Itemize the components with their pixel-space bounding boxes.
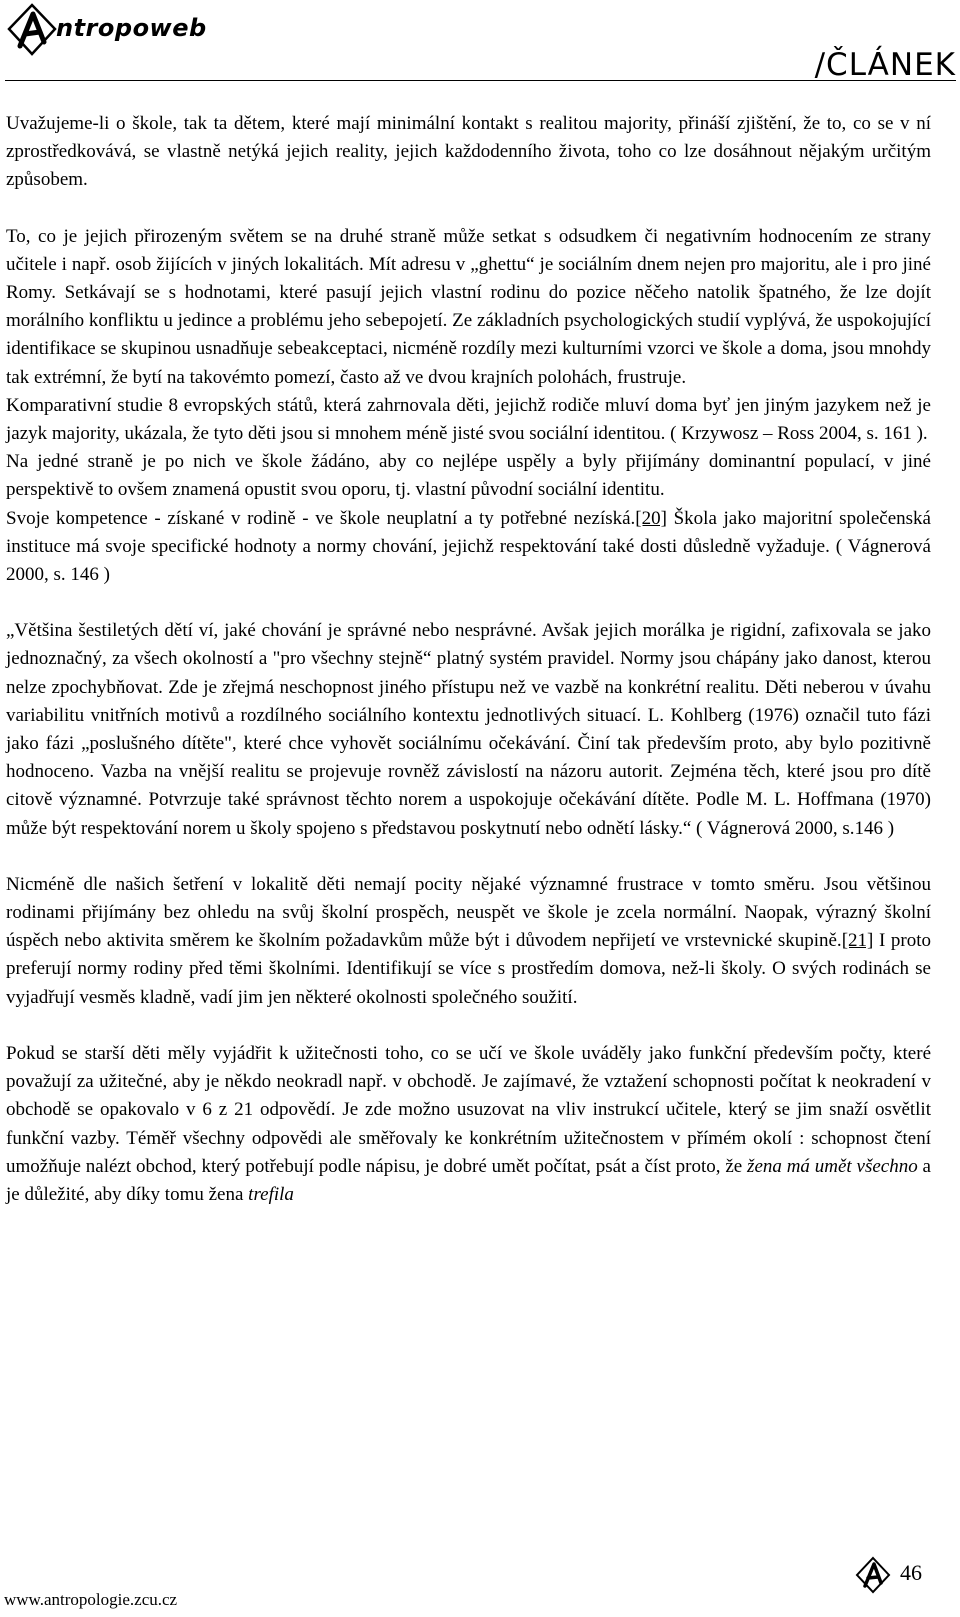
block-quote: „Většina šestiletých dětí ví, jaké chování je správné nebo nesprávné. Avšak jejich morálka je rigidní, zafixovala se jako jednoznačný, za všech okolností a "pro všechny stejně“ platný systém pravidel. Normy jsou chápány jako danost, kterou nelze zpochybňovat. Zde je zřejmá neschopnost jiného přístupu než ve vazbě na konkrétní realitu. Děti neberou v úvahu variabilitu vnitřních motivů a rozdílného sociálního kontextu jednotlivých situací. L. Kohlberg (1976) označil tuto fázi jako fázi „poslušného dítěte", které chce vyhovět sociálnímu očekávání. Činí tak především proto, aby bylo pozitivně hodnoceno. Vazba na vnější realitu se projevuje rovněž závislostí na názoru autorit. Zejména těch, které jsou pro dítě citově významné. Potvrzuje také správnost těchto norem a uspokojuje očekávání dítěte. Podle M. L. Hoffmana (1970) může být respektování norem u školy spojeno s představou poskytnutí nebo odnětí lásky.“ ( Vágnerová 2000, s.146 ) xyxy=(6,620,931,839)
paragraph-text: I proto preferují normy rodiny před těmi školními. Identifikují se více s prostředím domova, než-li školy. O svých rodinách se vyjadřují vesměs kladně, vadí jim jen některé okolnosti společného soužití. xyxy=(6,930,931,1008)
paragraph: Na jedné straně je po nich ve škole žádáno, aby co nejlépe uspěly a byly přijímány dominantní populací, v jiné perspektivě to ovšem znamená opustit svou oporu, tj. vlastní původní sociální identitu. xyxy=(6,451,931,501)
paragraph-gap xyxy=(6,843,931,871)
footer-url: www.antropologie.zcu.cz xyxy=(4,1590,178,1609)
paragraph: Uvažujeme-li o škole, tak ta dětem, které mají minimální kontakt s realitou majority, přináší zjištění, že to, co se v ní zprostředkovává, se vlastně netýká jejich reality, jejich každodenního života, toho co lze dosáhnout nějakým určitým způsobem. xyxy=(6,113,931,191)
emphasis-text: žena má umět všechno xyxy=(747,1155,918,1177)
paragraph-gap xyxy=(6,589,931,617)
paragraph-text: a je důležité, aby díky tomu žena xyxy=(6,1155,931,1205)
paragraph-gap xyxy=(6,195,931,223)
paragraph-text: Škola jako majoritní společenská instituce má svoje specifické hodnoty a normy chování, jejichž respektování také dosti důsledně vyžaduje. ( Vágnerová 2000, s. 146 ) xyxy=(6,507,931,586)
antropoweb-small-logo-icon xyxy=(855,1556,891,1594)
paragraph: Komparativní studie 8 evropských států, která zahrnovala děti, jejichž rodiče mluví doma byť jen jiným jazykem než je jazyk majority, ukázala, že tyto děti jsou si mnohem méně jisté svou sociální identitou. ( Krzywosz – Ross 2004, s. 161 ). xyxy=(6,394,931,445)
paragraph-text: Pokud se starší děti měly vyjádřit k užitečnosti toho, co se učí ve škole uváděly jako funkční především počty, které považují za užitečné, aby je někdo neokradl např. v obchodě. Je zajímavé, že vztažení schopnosti počítat k neokradení v obchodě se opakovalo v 6 z 21 odpovědí. Je zde možno usuzovat na vliv instrukcí učitele, který se jim snaží osvětlit funkční vazby. Téměř všechny odpovědi ale směřovaly ke konkrétním užitečnostem v přímém okolí : schopnost čtení umožňuje nalézt obchod, který potřebují podle nápisu, je dobré umět počítat, psát a číst proto, že xyxy=(6,1042,931,1177)
article-body xyxy=(6,110,931,1209)
paragraph xyxy=(6,871,931,1012)
paragraph-text: Svoje kompetence - získané v rodině - ve škole neuplatní a ty potřebné nezíská. xyxy=(6,507,636,529)
paragraph xyxy=(6,505,931,590)
section-label: /ČLÁNEK xyxy=(814,47,956,83)
emphasis-text: trefila xyxy=(248,1183,294,1205)
antropoweb-logo-icon xyxy=(6,2,58,58)
page-number: 46 xyxy=(900,1560,922,1585)
logo-text: ntropoweb xyxy=(56,14,207,42)
page-header xyxy=(0,0,960,83)
paragraph xyxy=(6,1040,931,1209)
footnote-link-20[interactable]: [20] xyxy=(635,507,667,529)
paragraph: To, co je jejich přirozeným světem se na druhé straně může setkat s odsudkem či negativním hodnocením ze strany učitele i např. osob žijících v jiných lokalitách. Mít adresu v „ghettu“ je sociálním dnem nejen pro majoritu, ale i pro jiné Romy. Setkávají se s hodnotami, které pasují jejich vlastní rodinu do pozice něčeho natolik špatného, že lze dojít morálního konfliktu u jedince a problému jeho sebepojetí. Ze základních psychologických studií vyplývá, že uspokojující identifikace se skupinou usnadňuje sebeakceptaci, nicméně rozdíly mezi kulturními vzorci ve škole a doma, jsou mnohdy tak extrémní, že bytí na takovémto pomezí, často až ve dvou krajních polohách, frustruje. xyxy=(6,225,931,388)
paragraph-gap xyxy=(6,1012,931,1040)
paragraph-text: Nicméně dle našich šetření v lokalitě děti nemají pocity nějaké významné frustrace v tomto směru. Jsou většinou rodinami přijímány bez ohledu na svůj školní prospěch, neuspět ve škole je zcela normální. Naopak, výrazný školní úspěch nebo aktivita směrem ke školním požadavkům může být i důvodem nepřijetí ve vrstevnické skupině. xyxy=(6,873,931,952)
header-divider xyxy=(5,80,956,81)
footnote-link-21[interactable]: [21] xyxy=(841,930,874,952)
